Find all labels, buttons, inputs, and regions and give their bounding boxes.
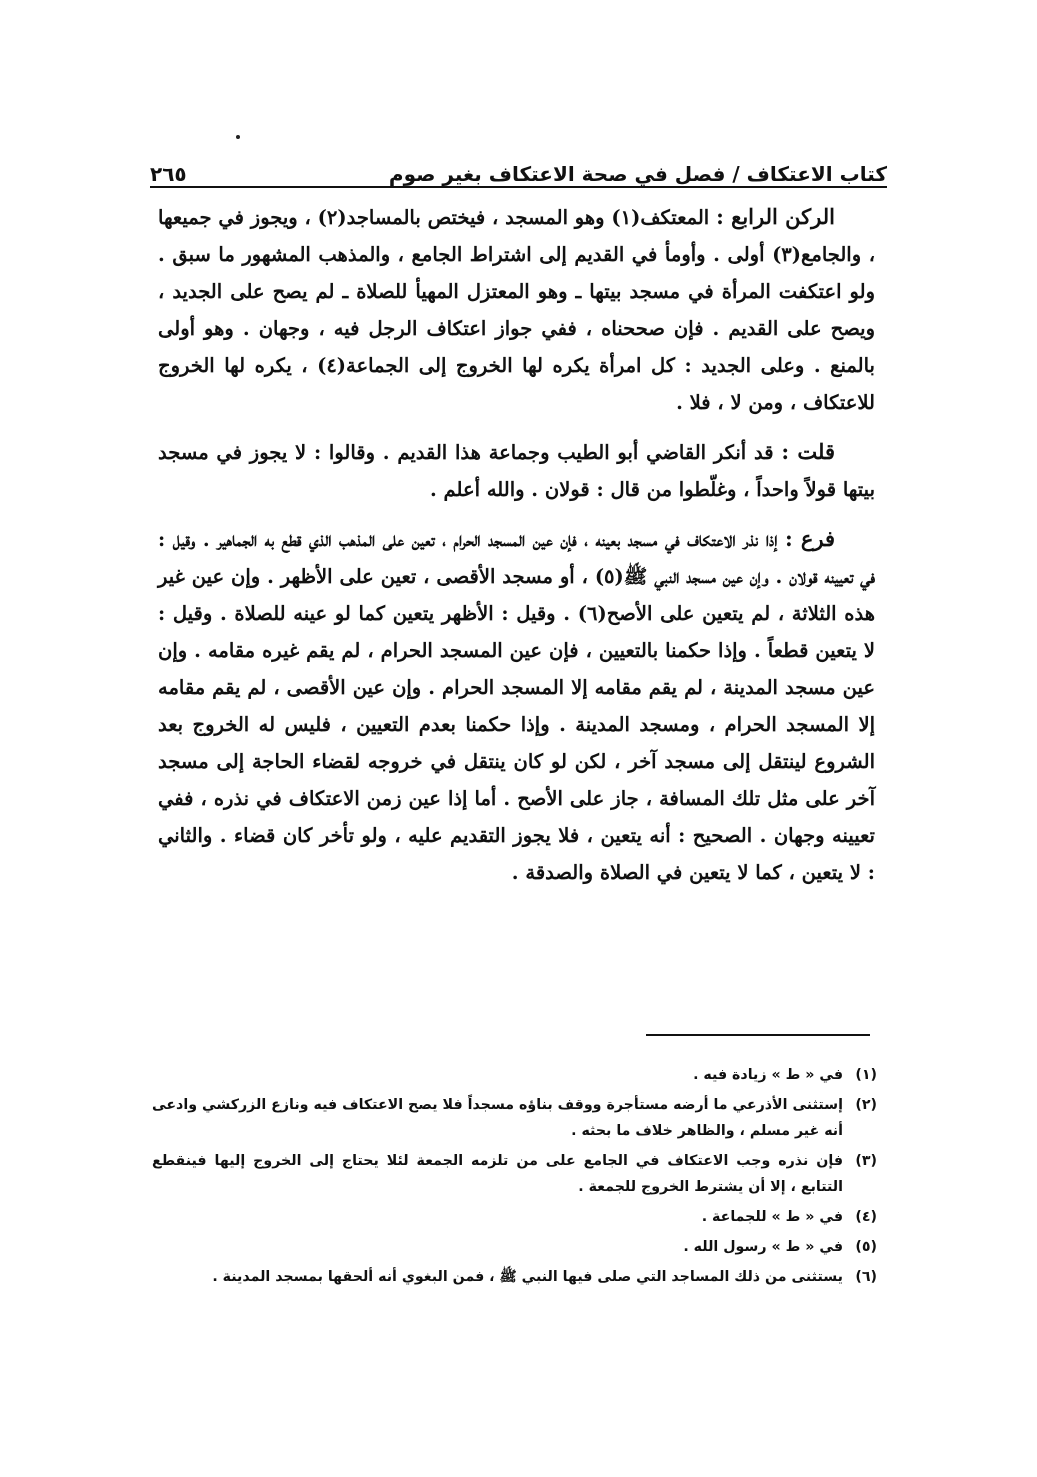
footnote-number: (٥) xyxy=(855,1239,877,1255)
footnote-number: (٢) xyxy=(855,1097,877,1113)
ink-dot xyxy=(236,135,240,139)
paragraph-lead: الركن الرابع : xyxy=(716,204,835,229)
footnotes xyxy=(152,1062,877,1294)
footnote-text: في « ط » رسول الله . xyxy=(683,1239,843,1255)
paragraph-fourth-pillar xyxy=(158,198,875,421)
paragraph-text: إذا نذر الاعتكاف في مسجد بعينه ، فإن عين المسجد الحرام ، تعين على المذهب الذي قطع به الجماهير . وقيل : في تعيينه قولان . وإن عين مسجد النبي ﷺ(٥) ، أو مسجد الأقصى ، تعين على الأظهر . وإن عين غير هذه الثلاثة ، لم يتعين على الأصح(٦) . وقيل : الأظهر يتعين كما لو عينه للصلاة . وقيل : لا يتعين قطعاً . وإذا حكمنا بالتعيين ، فإن عين المسجد الحرام ، لم يقم غيره مقامه . وإن عين مسجد المدينة ، لم يقم مقامه إلا المسجد الحرام . وإن عين الأقصى ، لم يقم مقامه إلا المسجد الحرام ، ومسجد المدينة . وإذا حكمنا بعدم التعيين ، فليس له الخروج بعد الشروع لينتقل إلى مسجد آخر ، لكن لو كان ينتقل في خروجه لقضاء الحاجة إلى مسجد آخر على مثل تلك المسافة ، جاز على الأصح . أما إذا عين زمن الاعتكاف في نذره ، ففي تعيينه وجهان . الصحيح : أنه يتعين ، فلا يجوز التقديم عليه ، ولو تأخر كان قضاء . والثاني : لا يتعين ، كما لا يتعين في الصلاة والصدقة . xyxy=(158,528,875,884)
footnote-number: (٣) xyxy=(855,1153,877,1169)
footnote xyxy=(152,1092,877,1144)
paragraph-lead: قلت : xyxy=(781,439,835,464)
paragraph-text: المعتكف(١) وهو المسجد ، فيختص بالمساجد(٢) ، ويجوز في جميعها ، والجامع(٣) أولى . وأومأ في القديم إلى اشتراط الجامع ، والمذهب المشهور ما سبق . ولو اعتكفت المرأة في مسجد بيتها ـ وهو المعتزل المهيأ للصلاة ـ لم يصح على الجديد ، ويصح على القديم . فإن صححناه ، ففي جواز اعتكاف الرجل فيه ، وجهان . وهو أولى بالمنع . وعلى الجديد : كل امرأة يكره لها الخروج إلى الجماعة(٤) ، يكره لها الخروج للاعتكاف ، ومن لا ، فلا . xyxy=(158,206,875,414)
main-text xyxy=(158,198,875,903)
header-rule xyxy=(150,186,887,188)
paragraph-qultu xyxy=(158,433,875,508)
footnote-text: يستثنى من ذلك المساجد التي صلى فيها النبي ﷺ ، فمن البغوي أنه ألحقها بمسجد المدينة . xyxy=(212,1269,843,1285)
page-header xyxy=(150,146,887,186)
footnote xyxy=(152,1148,877,1200)
footnote xyxy=(152,1234,877,1260)
footnote-text: في « ط » زيادة فيه . xyxy=(693,1067,843,1083)
footnote-rule xyxy=(646,1034,870,1036)
footnote xyxy=(152,1062,877,1088)
footnote-text: إستثنى الأذرعي ما أرضه مستأجرة ووقف بناؤه مسجداً فلا يصح الاعتكاف فيه ونازع الزركشي وادعى أنه غير مسلم ، والظاهر خلاف ما بحثه . xyxy=(152,1097,843,1139)
footnote xyxy=(152,1264,877,1290)
paragraph-far xyxy=(158,520,875,891)
footnote-number: (٦) xyxy=(855,1269,877,1285)
paragraph-text: قد أنكر القاضي أبو الطيب وجماعة هذا القديم . وقالوا : لا يجوز في مسجد بيتها قولاً واحداً ، وغلّطوا من قال : قولان . والله أعلم . xyxy=(158,441,875,501)
footnote xyxy=(152,1204,877,1230)
footnote-text: في « ط » للجماعة . xyxy=(701,1209,843,1225)
paragraph-lead: فرع : xyxy=(785,526,835,551)
running-title: كتاب الاعتكاف / فصل في صحة الاعتكاف بغير صوم xyxy=(388,162,887,186)
page-number: ٢٦٥ xyxy=(150,162,187,186)
footnote-number: (١) xyxy=(855,1067,877,1083)
footnote-number: (٤) xyxy=(855,1209,877,1225)
footnote-text: فإن نذره وجب الاعتكاف في الجامع على من تلزمه الجمعة لئلا يحتاج إلى الخروج إليها فينقطع التتابع ، إلا أن يشترط الخروج للجمعة . xyxy=(152,1153,843,1195)
